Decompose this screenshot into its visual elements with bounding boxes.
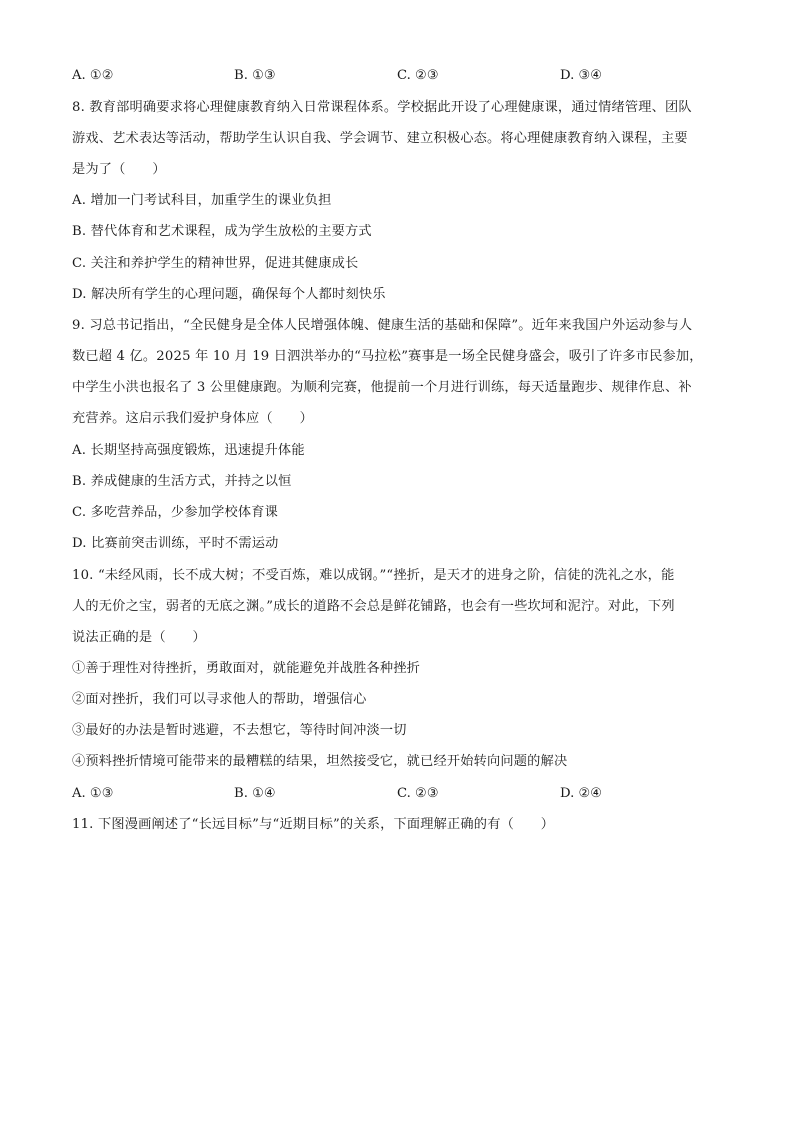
q8-stem-line-3: 是为了（ ）: [72, 162, 166, 177]
q8-option-b: B. 替代体育和艺术课程，成为学生放松的主要方式: [72, 224, 372, 239]
q9-option-d: D. 比赛前突击训练，平时不需运动: [72, 536, 279, 551]
q10-option-c: C. ②③: [397, 786, 439, 801]
q8-option-d: D. 解决所有学生的心理问题，确保每个人都时刻快乐: [72, 287, 386, 302]
q10-stem-line-1: 10. “未经风雨，长不成大树；不受百炼，难以成钢。”“挫折，是天才的进身之阶，信徒的洗礼之水，能: [72, 568, 675, 583]
q9-option-b: B. 养成健康的生活方式，并持之以恒: [72, 474, 292, 489]
q8-option-a: A. 增加一门考试科目，加重学生的课业负担: [72, 193, 332, 208]
q7-option-c: C. ②③: [397, 68, 439, 83]
q10-option-b: B. ①④: [234, 786, 276, 801]
q10-option-a: A. ①③: [72, 786, 114, 801]
q10-statement-1: ①善于理性对待挫折，勇敢面对，就能避免并战胜各种挫折: [72, 661, 421, 676]
q9-option-a: A. 长期坚持高强度锻炼，迅速提升体能: [72, 443, 305, 458]
q7-option-d: D. ③④: [560, 68, 603, 83]
q7-option-b: B. ①③: [234, 68, 276, 83]
q9-stem-line-4: 充营养。这启示我们爱护身体应（ ）: [72, 411, 313, 426]
q8-stem-line-1: 8. 教育部明确要求将心理健康教育纳入日常课程体系。学校据此开设了心理健康课，通过情绪管理、团队: [72, 100, 692, 115]
q10-stem-line-3: 说法正确的是（ ）: [72, 630, 206, 645]
q10-statement-3: ③最好的办法是暂时逃避，不去想它，等待时间冲淡一切: [72, 723, 407, 738]
q7-option-a: A. ①②: [72, 68, 114, 83]
q10-stem-line-2: 人的无价之宝，弱者的无底之渊。”成长的道路不会总是鲜花铺路，也会有一些坎坷和泥泞。对此，下列: [72, 599, 675, 614]
q9-stem-line-2: 数已超 4 亿。2025 年 10 月 19 日泗洪举办的“马拉松”赛事是一场全民健身盛会，吸引了许多市民参加，: [72, 349, 703, 364]
q10-statement-2: ②面对挫折，我们可以寻求他人的帮助，增强信心: [72, 692, 367, 707]
q10-statement-4: ④预料挫折情境可能带来的最糟糕的结果，坦然接受它，就已经开始转向问题的解决: [72, 754, 568, 769]
q10-option-d: D. ②④: [560, 786, 603, 801]
q9-stem-line-3: 中学生小洪也报名了 3 公里健康跑。为顺利完赛，他提前一个月进行训练，每天适量跑步、规律作息、补: [72, 380, 692, 395]
q9-option-c: C. 多吃营养品，少参加学校体育课: [72, 505, 279, 520]
q8-stem-line-2: 游戏、艺术表达等活动，帮助学生认识自我、学会调节、建立积极心态。将心理健康教育纳入课程，主要: [72, 131, 688, 146]
q8-option-c: C. 关注和养护学生的精神世界，促进其健康成长: [72, 256, 359, 271]
q9-stem-line-1: 9. 习总书记指出，“全民健身是全体人民增强体魄、健康生活的基础和保障”。近年来我国户外运动参与人: [72, 318, 693, 333]
q11-stem: 11. 下图漫画阐述了“长远目标”与“近期目标”的关系，下面理解正确的有（ ）: [72, 817, 555, 832]
